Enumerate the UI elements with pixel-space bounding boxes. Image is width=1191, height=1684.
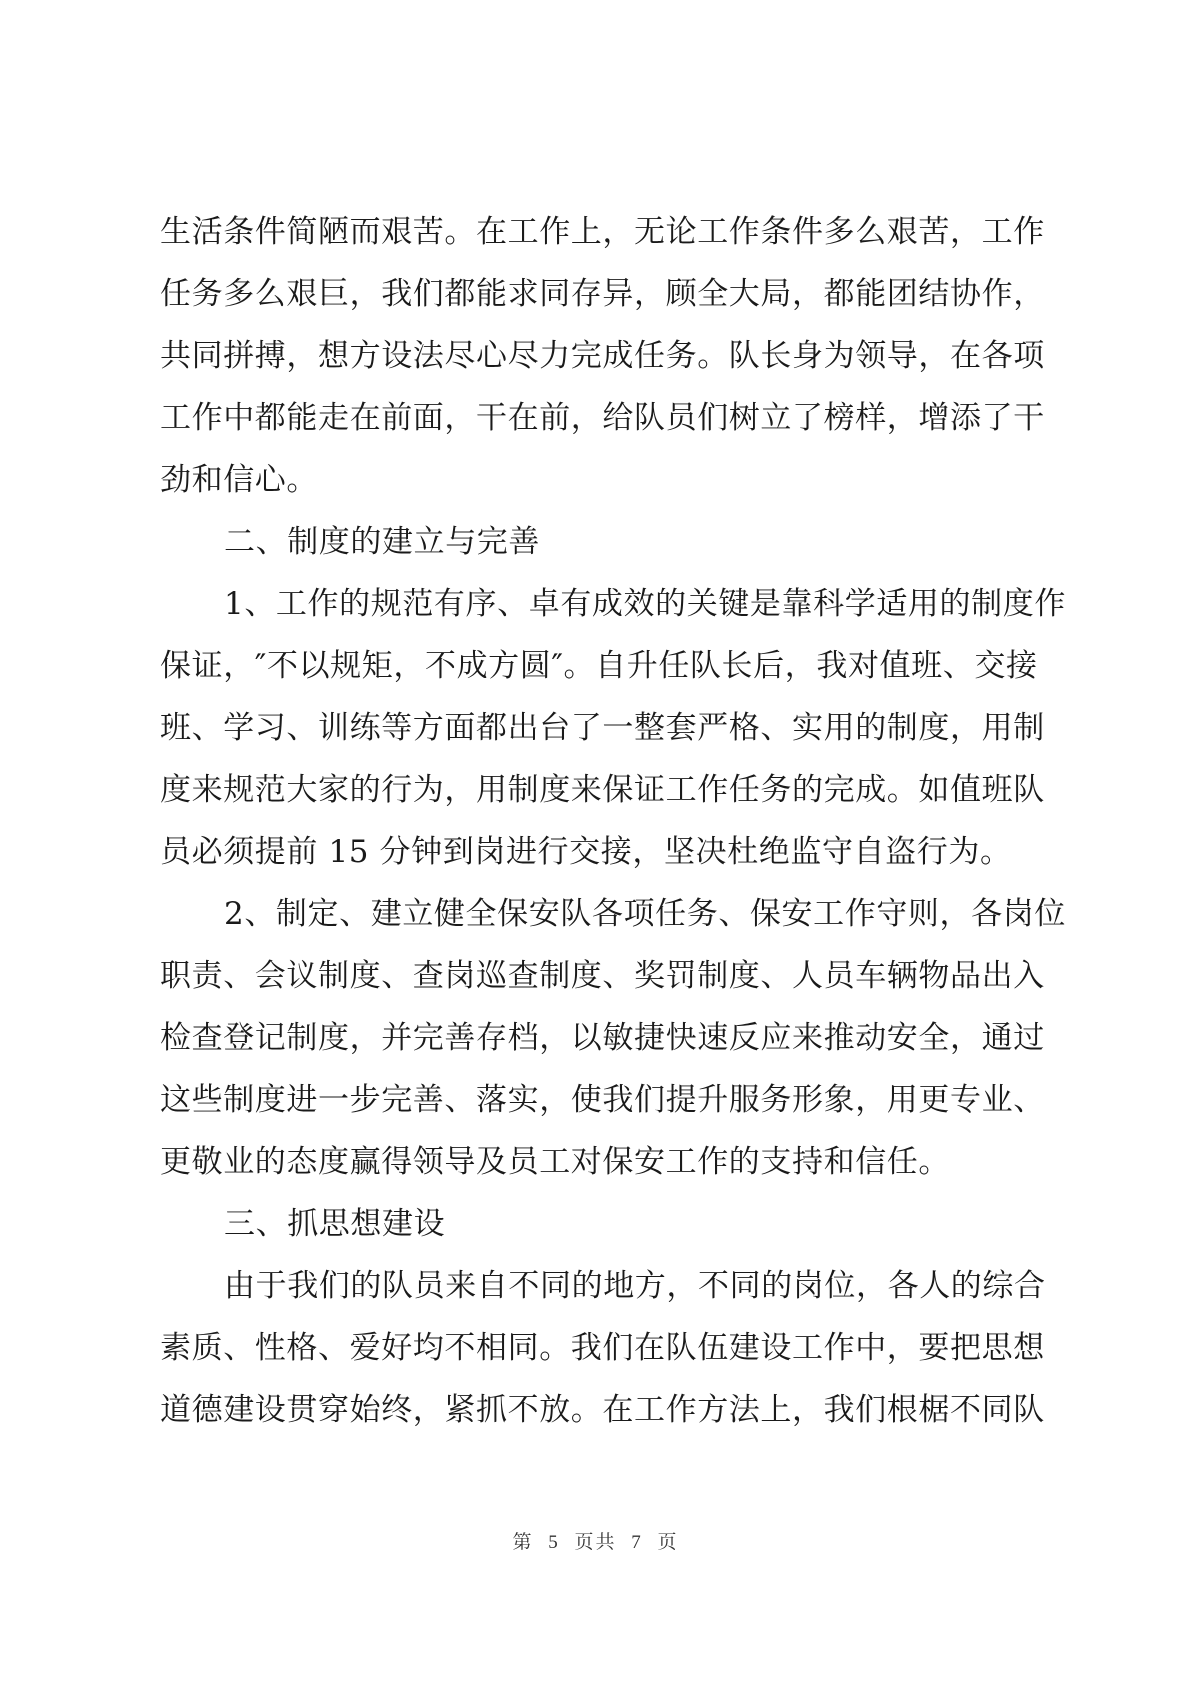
text-line: 2、制定、建立健全保安队各项任务、保安工作守则，各岗位 — [224, 896, 1066, 932]
text-line: 由于我们的队员来自不同的地方，不同的岗位，各人的综合 — [224, 1268, 1046, 1304]
text-line: 1、工作的规范有序、卓有成效的关键是靠科学适用的制度作 — [224, 586, 1066, 622]
text-line: 素质、性格、爱好均不相同。我们在队伍建设工作中，要把思想 — [160, 1330, 1045, 1366]
text-line: 更敬业的态度赢得领导及员工对保安工作的支持和信任。 — [160, 1144, 950, 1180]
text-line: 检查登记制度，并完善存档，以敏捷快速反应来推动安全，通过 — [160, 1020, 1045, 1056]
text-line: 保证，″不以规矩，不成方圆″。自升任队长后，我对值班、交接 — [160, 648, 1038, 684]
section-heading: 二、制度的建立与完善 — [224, 524, 540, 560]
text-line: 度来规范大家的行为，用制度来保证工作任务的完成。如值班队 — [160, 772, 1045, 808]
text-line: 工作中都能走在前面，干在前，给队员们树立了榜样，增添了干 — [160, 400, 1045, 436]
page-footer — [0, 1528, 1191, 1558]
text-line: 生活条件简陋而艰苦。在工作上，无论工作条件多么艰苦，工作 — [160, 214, 1045, 250]
text-line: 任务多么艰巨，我们都能求同存异，顾全大局，都能团结协作， — [160, 276, 1045, 312]
text-line: 道德建设贯穿始终，紧抓不放。在工作方法上，我们根椐不同队 — [160, 1392, 1045, 1428]
body-text — [160, 201, 1066, 1441]
section-heading: 三、抓思想建设 — [224, 1206, 446, 1242]
text-line: 共同拼搏，想方设法尽心尽力完成任务。队长身为领导，在各项 — [160, 338, 1045, 374]
text-line: 员必须提前 15 分钟到岗进行交接，坚决杜绝监守自盗行为。 — [160, 834, 1012, 870]
page-number-label: 第 5 页共 7 页 — [512, 1532, 679, 1553]
text-line: 职责、会议制度、查岗巡查制度、奖罚制度、人员车辆物品出入 — [160, 958, 1045, 994]
text-line: 这些制度进一步完善、落实，使我们提升服务形象，用更专业、 — [160, 1082, 1045, 1118]
text-line: 班、学习、训练等方面都出台了一整套严格、实用的制度，用制 — [160, 710, 1045, 746]
text-line: 劲和信心。 — [160, 462, 318, 498]
